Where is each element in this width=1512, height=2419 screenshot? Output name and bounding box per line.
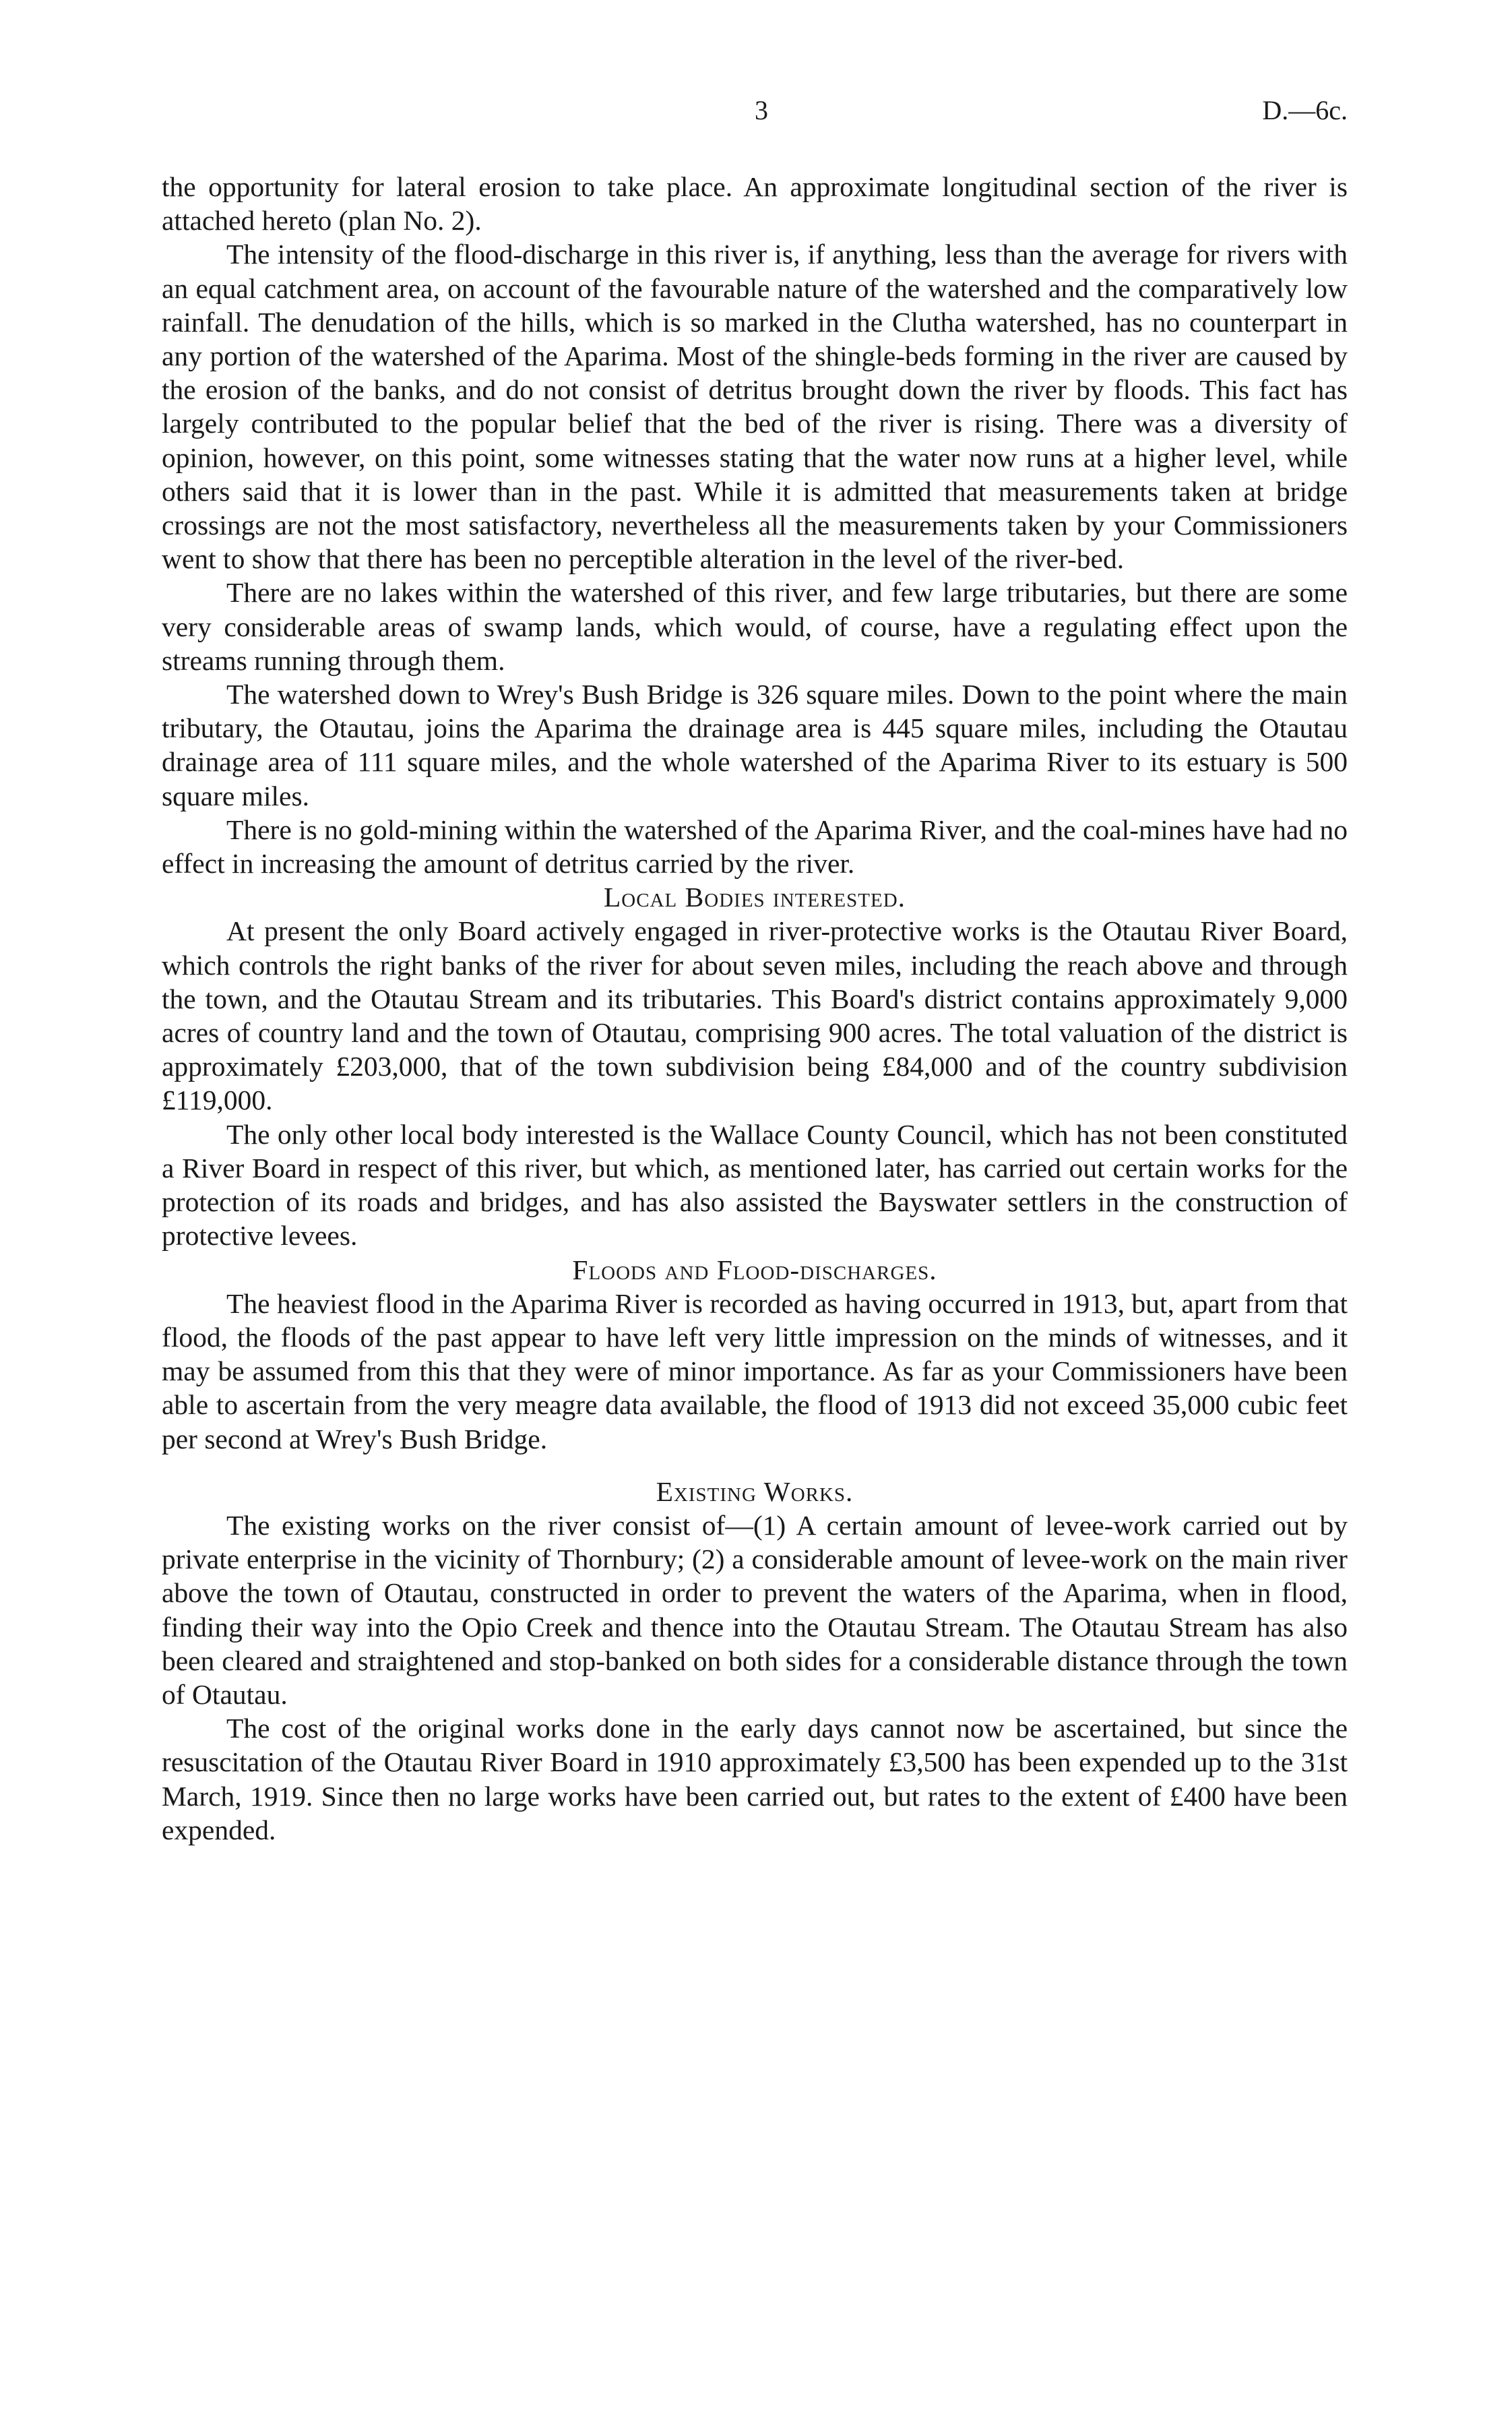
paragraph: There is no gold-mining within the watershed of the Aparima River, and the coal-mines have had no effect in increasing the amount of detritus carried by the river. <box>162 814 1348 880</box>
document-reference: D.—6c. <box>1262 95 1348 125</box>
paragraph: At present the only Board actively engaged in river-protective works is the Otautau River Board, which controls the right banks of the river for about seven miles, including the reach above and through the town, and the Otautau Stream and its tributaries. This Board's district contains approximately 9,000 acres of country land and the town of Otautau, comprising 900 acres. The total valuation of the district is approximately £203,000, that of the town subdivision being £84,000 and of the country subdivision £119,000. <box>162 915 1348 1116</box>
paragraph: The cost of the original works done in the early days cannot now be ascertained, but since the resuscitation of the Otautau River Board in 1910 approximately £3,500 has been expended up to the 31st March, 1919. Since then no large works have been carried out, but rates to the extent of £400 have been expended. <box>162 1713 1348 1845</box>
paragraph: The heaviest flood in the Aparima River is recorded as having occurred in 1913, but, apart from that flood, the floods of the past appear to have left very little impression on the minds of witnesses, and it may be assumed from this that they were of minor importance. As far as your Commissioners have been able to ascertain from the very meagre data available, the flood of 1913 did not exceed 35,000 cubic feet per second at Wrey's Bush Bridge. <box>162 1287 1348 1455</box>
paragraph: The only other local body interested is the Wallace County Council, which has not been constituted a River Board in respect of this river, but which, as mentioned later, has carried out certain works for the protection of its roads and bridges, and has also assisted the Bayswater settlers in the construction of protective levees. <box>162 1118 1348 1252</box>
section-heading-floods: Floods and Flood-discharges. <box>572 1254 937 1285</box>
section-heading-existing-works: Existing Works. <box>656 1475 854 1507</box>
document-body <box>162 170 1348 1847</box>
paragraph: the opportunity for lateral erosion to take place. An approximate longitudinal section of the river is attached hereto (plan No. 2). <box>162 171 1348 237</box>
section-heading-local-bodies: Local Bodies interested. <box>603 882 906 913</box>
paragraph: There are no lakes within the watershed of this river, and few large tributaries, but there are some very considerable areas of swamp lands, which would, of course, have a regulating effect upon the streams running through them. <box>162 577 1348 676</box>
page-number: 3 <box>755 95 768 125</box>
paragraph: The existing works on the river consist of—(1) A certain amount of levee-work carried out by private enterprise in the vicinity of Thornbury; (2) a considerable amount of levee-work on the main river above the town of Otautau, constructed in order to prevent the waters of the Aparima, when in flood, finding their way into the Opio Creek and thence into the Otautau Stream. The Otautau Stream has also been cleared and straightened and stop-banked on both sides for a considerable distance through the town of Otautau. <box>162 1509 1348 1710</box>
paragraph: The watershed down to Wrey's Bush Bridge is 326 square miles. Down to the point where the main tributary, the Otautau, joins the Aparima the drainage area is 445 square miles, including the Otautau drainage area of 111 square miles, and the whole watershed of the Aparima River to its estuary is 500 square miles. <box>162 679 1348 812</box>
paragraph: The intensity of the flood-discharge in this river is, if anything, less than the average for rivers with an equal catchment area, on account of the favourable nature of the watershed and the comparatively low rainfall. The denudation of the hills, which is so marked in the Clutha watershed, has no counterpart in any portion of the watershed of the Aparima. Most of the shingle-beds forming in the river are caused by the erosion of the banks, and do not consist of detritus brought down the river by floods. This fact has largely contributed to the popular belief that the bed of the river is rising. There was a diversity of opinion, however, on this point, some witnesses stating that the water now runs at a higher level, while others said that it is lower than in the past. While it is admitted that measurements taken at bridge crossings are not the most satisfactory, nevertheless all the measurements taken by your Commissioners went to show that there has been no perceptible alteration in the level of the river-bed. <box>162 239 1348 575</box>
page-header <box>162 94 1348 135</box>
